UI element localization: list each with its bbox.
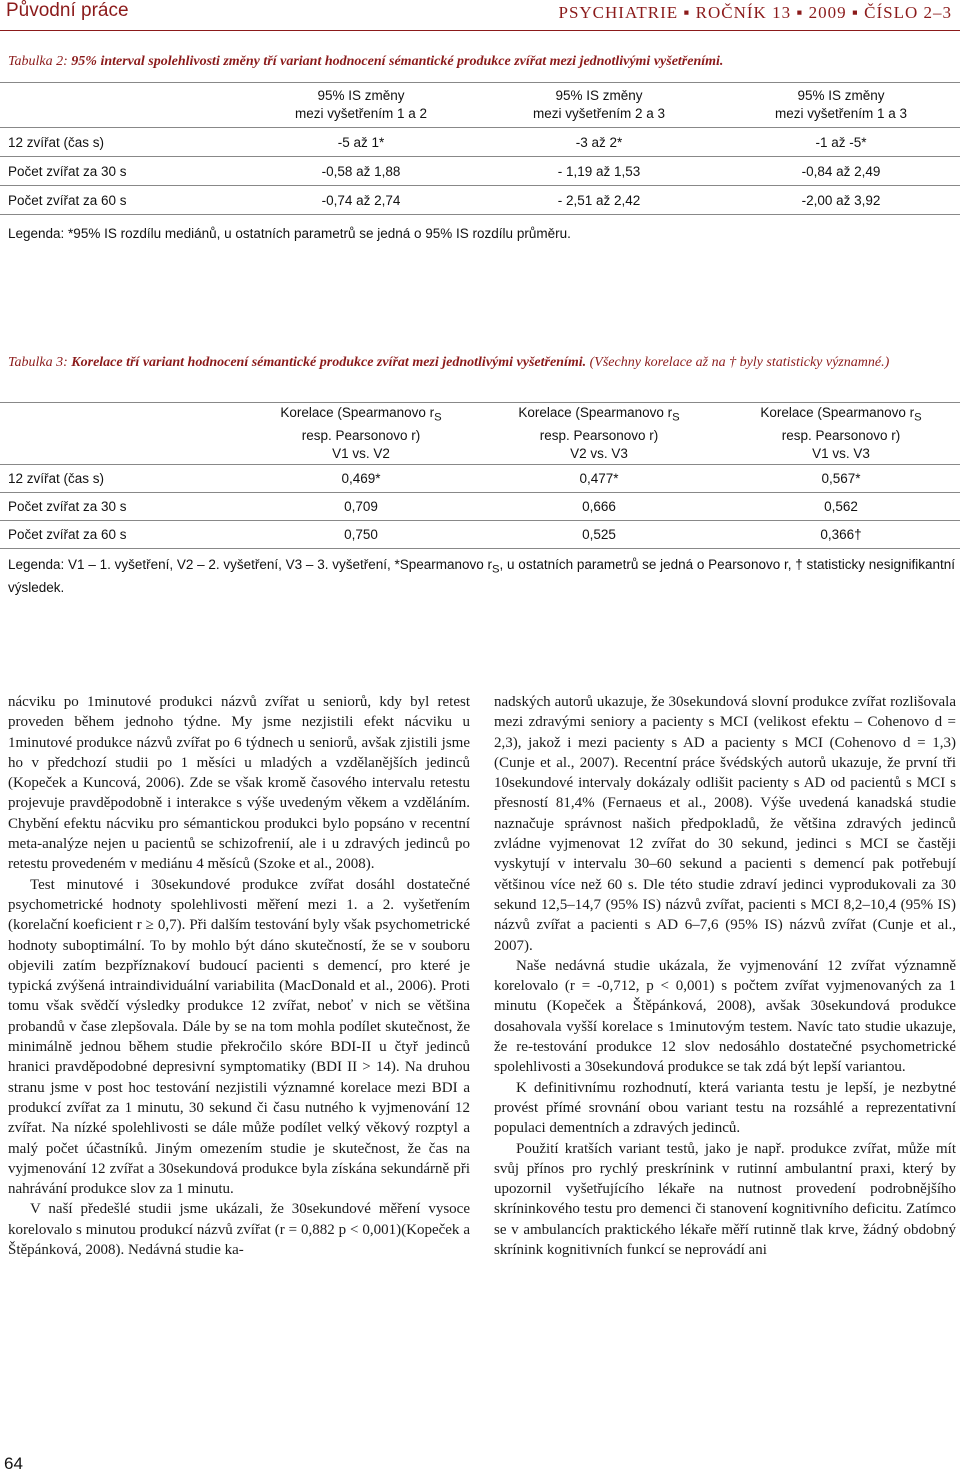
- table-cell: 0,469*: [246, 465, 476, 493]
- table3-legend-row: [0, 549, 960, 605]
- row-label: Počet zvířat za 60 s: [0, 186, 246, 215]
- table3: [0, 402, 960, 605]
- table-cell: - 1,19 až 1,53: [476, 157, 722, 186]
- table-cell: 0,750: [246, 521, 476, 549]
- table3-caption: [8, 354, 956, 372]
- table2-caption-label: Tabulka 2:: [8, 54, 68, 69]
- paragraph: V naší předešlé studii jsme ukázali, že 30sekundové měření vysoce korelovalo s minutou produkcí názvů zvířat (r = 0,882 p < 0,001)(Kopeček a Štěpánková, 2008). Nedávná studie ka-: [8, 1201, 470, 1259]
- paragraph: nadských autorů ukazuje, že 30sekundová slovní produkce zvířat rozlišovala mezi zdravými seniory a pacienty s MCI (velikost efektu – Cohenovo d = 2,3), jakož i mezi pacienty s AD a pacienty s MCI (Cohenovo d = 1,3) (Cunje et al., 2007). Recentní práce švédských autorů ukazuje, že první tři 10sekundové intervaly dokázaly odlišit pacienty s AD od pacientů s MCI s přesností 81,4% (Fernaeus et al., 2008). Výše uvedená kanadská studie naznačuje správnost našich předpokladů, že většina zdravých jedinců zvládne vyjmenovat 12 zvířat do 30 sekund, jedinci s MCI se častěji vyskytují v intervalu 30–60 sekund a pacienti s demencí pak potřebují většinou více než 60 s. Dle této studie zdraví jedinci vyprodukovali za 30 sekund 12,5–14,7 (95% IS) názvů zvířat, pacienti s MCI 8,2–10,4 (95% IS) názvů zvířat a pacienti s AD 6–7,6 (95% IS) názvů zvířat (Cunje et al., 2007).: [494, 694, 956, 954]
- table2-caption: [8, 53, 956, 71]
- table-cell: 0,477*: [476, 465, 722, 493]
- table-cell: 0,567*: [722, 465, 960, 493]
- row-label: 12 zvířat (čas s): [0, 465, 246, 493]
- table-cell: 0,525: [476, 521, 722, 549]
- table-cell: -3 až 2*: [476, 128, 722, 157]
- table-row: [0, 186, 960, 215]
- table2-legend-row: [0, 215, 960, 253]
- table2: [0, 82, 960, 253]
- table3-caption-label: Tabulka 3:: [8, 355, 68, 370]
- paragraph: Naše nedávná studie ukázala, že vyjmenování 12 zvířat významně korelovalo (r = -0,712, p < 0,001) s počtem zvířat vyjmenovaných za 1 minutu (Kopeček a Štěpánková, 2008), avšak 30sekundová produkce dosahovala vyšší korelace s 1minutovým testem. Navíc tato studie ukazuje, že re-testování produkce 12 slov nedosáhlo dostatečné psychometrické spolehlivosti a 30sekundová produkce se tak zdá být lepší variantou.: [494, 957, 956, 1076]
- table-cell: 0,666: [476, 493, 722, 521]
- table-cell: - 2,51 až 2,42: [476, 186, 722, 215]
- table3-caption-text: Korelace tří variant hodnocení sémantické produkce zvířat mezi jednotlivými vyšetřeními.: [71, 355, 587, 370]
- table3-header-cell: Korelace (Spearmanovo $r_S$ resp. Pearsonovo r) V1 vs. V3: [722, 403, 960, 465]
- table2-header-cell: 95% IS změny mezi vyšetřením 2 a 3: [476, 83, 722, 128]
- section-title: Původní práce: [6, 0, 129, 21]
- table2-header-empty: [0, 83, 246, 128]
- paragraph: K definitivnímu rozhodnutí, která varianta testu je lepší, je nezbytné provést přímé srovnání obou variant testu na rozsáhlé a reprezentativní populaci dementních a zdravých jedinců.: [494, 1079, 956, 1137]
- table-row: [0, 521, 960, 549]
- table-cell: 0,366†: [722, 521, 960, 549]
- table-row: [0, 128, 960, 157]
- table3-header-cell: Korelace (Spearmanovo $r_S$ resp. Pearsonovo r) V2 vs. V3: [476, 403, 722, 465]
- table3-header-row: [0, 403, 960, 465]
- table-cell: -5 až 1*: [246, 128, 476, 157]
- body-column-right: [494, 692, 956, 1260]
- row-label: Počet zvířat za 60 s: [0, 521, 246, 549]
- table3-header-empty: [0, 403, 246, 465]
- table2-legend: Legenda: *95% IS rozdílu mediánů, u ostatních parametrů se jedná o 95% IS rozdílu průměru.: [8, 225, 571, 241]
- paragraph: Použití kratších variant testů, jako je např. produkce zvířat, může mít svůj přínos pro rychlý preskrínink v rutinní ambulantní praxi, který by upozornil vyšetřujícího lékaře na nutnost provedení podrobnějšího skríninkového testu pro demenci či stanovení kognitivního deficitu. Zatímco se v ambulancích praktického lékaře měří rutinně tlak krve, žádný obdobný skrínink kognitivních funkcí se neprovádí ani: [494, 1140, 956, 1259]
- table2-caption-text: 95% interval spolehlivosti změny tří variant hodnocení sémantické produkce zvířat mezi jednotlivými vyšetřeními.: [71, 54, 724, 69]
- table2-header-cell: 95% IS změny mezi vyšetřením 1 a 2: [246, 83, 476, 128]
- table3-legend: Legenda: V1 – 1. vyšetření, V2 – 2. vyšetření, V3 – 3. vyšetření, *Spearmanovo $r_S$, u ostatních parametrů se jedná o Pearsonovo r, † statisticky nesignifikantní výsledek.: [8, 557, 956, 596]
- table3-header-cell: Korelace (Spearmanovo $r_S$ resp. Pearsonovo r) V1 vs. V2: [246, 403, 476, 465]
- table-cell: -0,84 až 2,49: [722, 157, 960, 186]
- table-cell: -2,00 až 3,92: [722, 186, 960, 215]
- table2-header-cell: 95% IS změny mezi vyšetřením 1 a 3: [722, 83, 960, 128]
- page-number: 64: [4, 1454, 23, 1473]
- table-row: [0, 157, 960, 186]
- page-header: [0, 0, 960, 30]
- table-cell: -0,58 až 1,88: [246, 157, 476, 186]
- table-cell: -1 až -5*: [722, 128, 960, 157]
- table-row: [0, 465, 960, 493]
- table-cell: 0,709: [246, 493, 476, 521]
- row-label: Počet zvířat za 30 s: [0, 157, 246, 186]
- table2-header-row: [0, 83, 960, 128]
- row-label: 12 zvířat (čas s): [0, 128, 246, 157]
- body-column-left: [8, 692, 470, 1260]
- paragraph: Test minutové i 30sekundové produkce zvířat dosáhl dostatečné psychometrické hodnoty spolehlivosti měření mezi 1. a 2. vyšetřením (korelační koeficient r ≥ 0,7). Při dalším testování byly však psychometrické hodnoty suboptimální. To by mohlo být dáno skutečností, že se v souboru objevili zatím bezpříznakoví budoucí pacienti s demencí, pro které je typická zvýšená intraindividuální variabilita (MacDonald et al., 2006). Proti tomu však svědčí výsledky produkce 12 zvířat, neboť v nich se většina probandů v čase zlepšovala. Dále by se na tom mohla podílet skutečnost, že minimálně jednou během studie překročilo skóre BDI-II u čtyř jedinců hranici pravděpodobné depresivní symptomatiky (BDI II > 14). Na druhou stranu jsme v post hoc testování nezjistili významné korelace mezi BDI a produkcí zvířat za 1 minutu, 30 sekund či času nutného k vyjmenování 12 zvířat. Na nízké spolehlivosti se dále může podílet velký věkový rozptyl a malý počet účastníků. Jiným omezením studie je skutečnost, že čas na vyjmenování 12 zvířat a 30sekundová produkce byla získána sekundárně při nahrávání produkce slov za 1 minutu.: [8, 876, 470, 1198]
- paragraph: nácviku po 1minutové produkci názvů zvířat u seniorů, kdy byl retest proveden během jednoho týdne. My jsme nezjistili efekt nácviku u 1minutové produkce názvů zvířat po 6 týdnech u seniorů, avšak zjistili jsme ho v předchozí studii po 1 měsíci u mladých a vzdělanějších jedinců (Kopeček a Kuncová, 2006). Zde se však kromě časového intervalu retestu projevuje pravděpodobně i interakce s výše uvedeným věkem a vzděláním. Chybění efektu nácviku pro sémantickou produkci bylo popsáno v recentní meta-analýze nejen u pacientů se schizofrenií, ale i u zdravých jedinců po retestu provedeném v mediánu 4 měsíců (Szoke et al., 2008).: [8, 694, 470, 873]
- table3-caption-note: (Všechny korelace až na † byly statisticky významné.): [589, 355, 890, 370]
- header-divider: [0, 30, 960, 31]
- table-cell: 0,562: [722, 493, 960, 521]
- row-label: Počet zvířat za 30 s: [0, 493, 246, 521]
- table-row: [0, 493, 960, 521]
- table-cell: -0,74 až 2,74: [246, 186, 476, 215]
- journal-info: PSYCHIATRIE ▪ ROČNÍK 13 ▪ 2009 ▪ ČÍSLO 2–3: [558, 3, 952, 22]
